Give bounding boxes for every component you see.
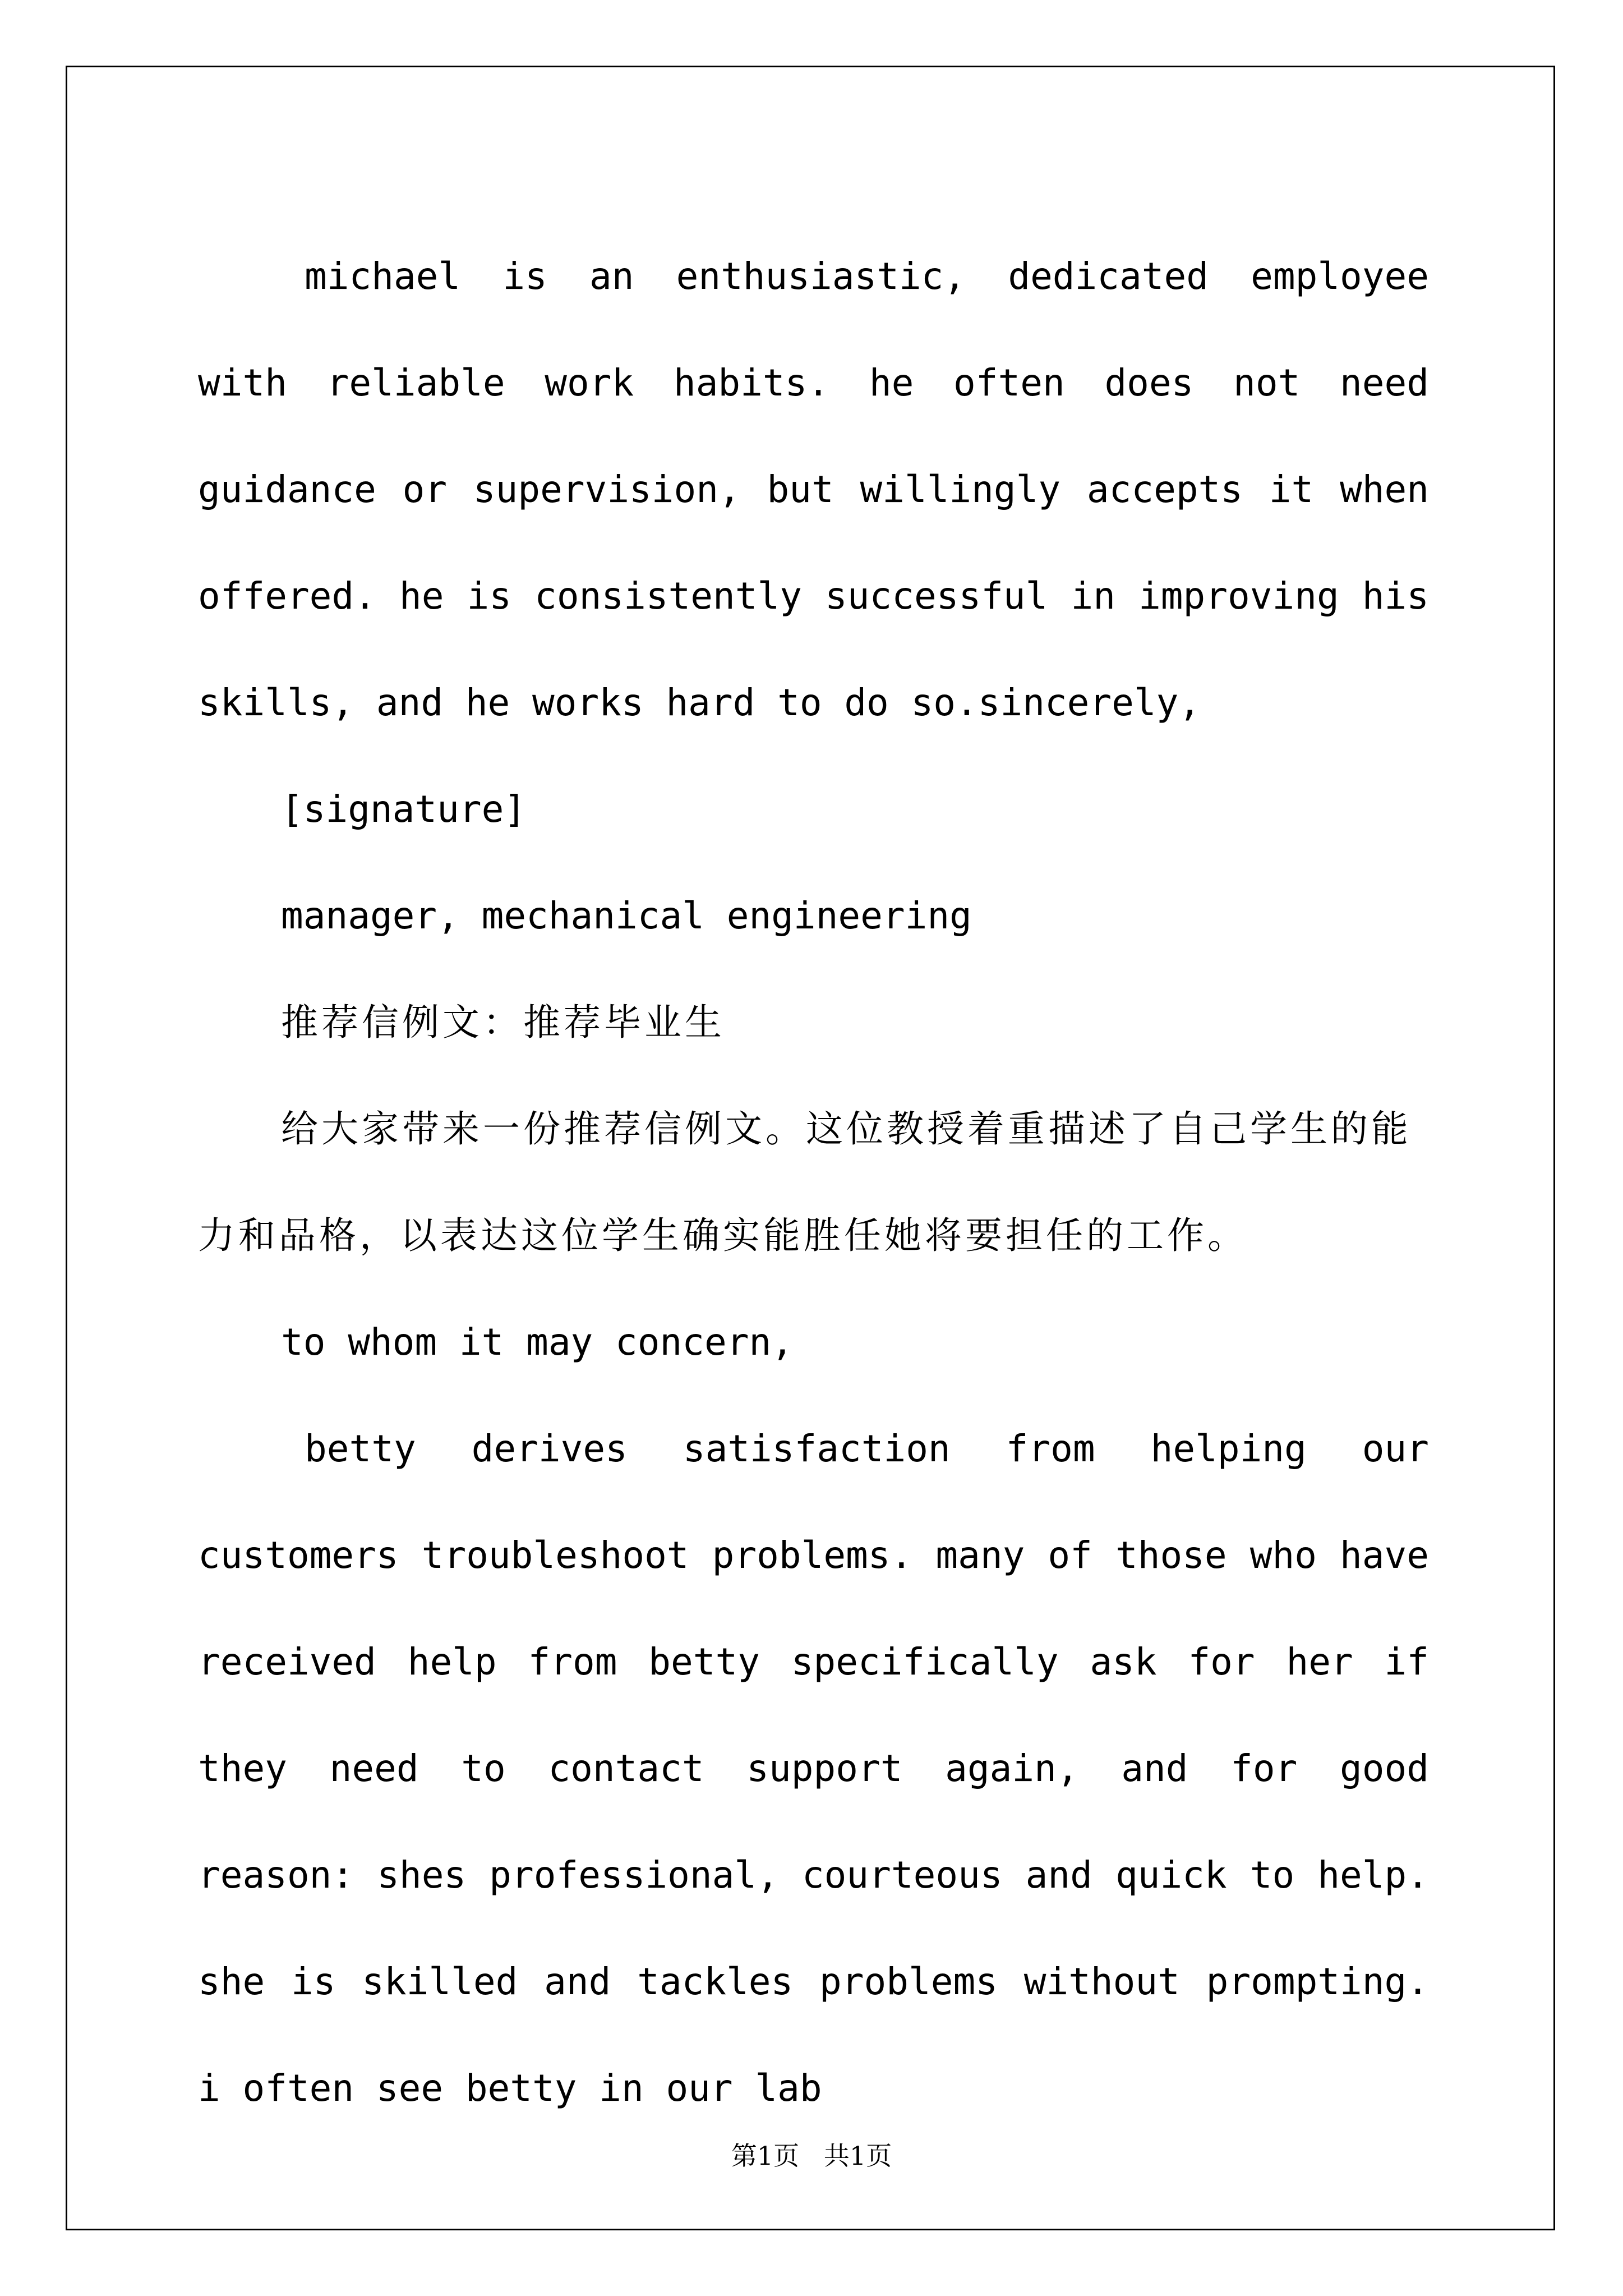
salutation: to whom it may concern, [281,1320,794,1364]
paragraph-betty-recommendation: betty derives satisfaction from helping our customers troubleshoot problems. many of those who have received help from betty specifically ask for her if they need to contact support again, and for good reason: shes professional, courteous and quick to help. she is skilled and tackles problems without prompting. i often see betty in our lab [198,1427,1429,2110]
signer-title: manager, mechanical engineering [281,894,972,937]
paragraph-michael-recommendation: michael is an enthusiastic, dedicated employee with reliable work habits. he often does not need guidance or supervision, but willingly accepts it when offered. he is consistently successful in improving his skills, and he works hard to do so.sincerely, [198,255,1429,724]
signature-placeholder: [signature] [281,788,527,831]
page-footer: 第1页 共1页 [731,2141,892,2171]
section-heading: 推荐信例文：推荐毕业生 [281,1001,725,1044]
document-body [198,223,1429,2142]
paragraph-intro-chinese: 给大家带来一份推荐信例文。这位教授着重描述了自己学生的能力和品格，以表达这位学生确实能胜任她将要担任的工作。 [198,1107,1412,1257]
